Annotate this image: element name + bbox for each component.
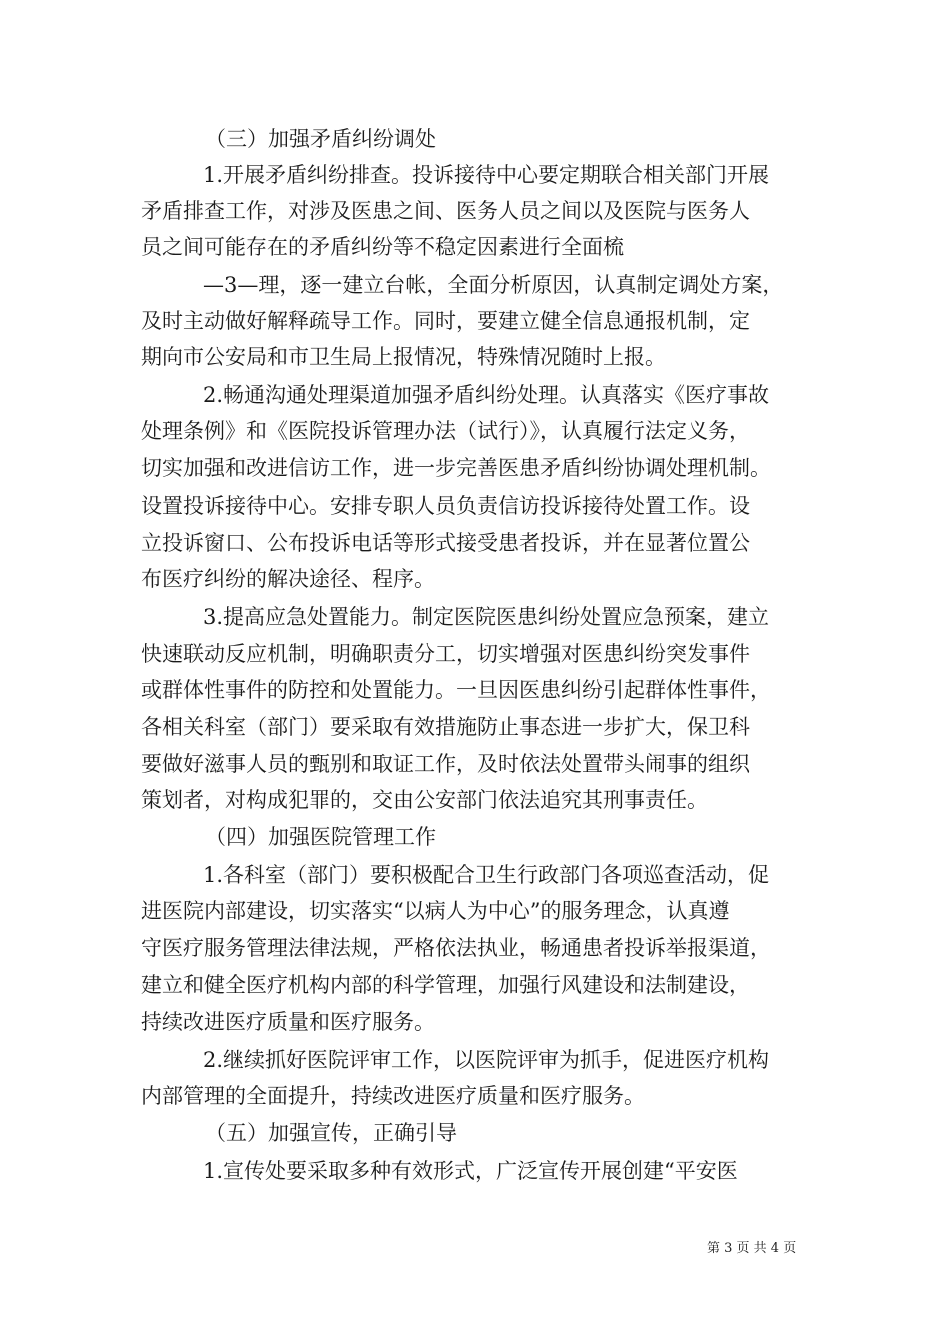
- text-line: 切实加强和改进信访工作，进一步完善医患矛盾纠纷协调处理机制。: [141, 456, 771, 480]
- text-line: 守医疗服务管理法律法规，严格依法执业，畅通患者投诉举报渠道，: [141, 936, 771, 960]
- text-line: 内部管理的全面提升，持续改进医疗质量和医疗服务。: [141, 1084, 645, 1108]
- text-line: 各相关科室（部门）要采取有效措施防止事态进一步扩大，保卫科: [141, 715, 750, 739]
- text-line: 布医疗纠纷的解决途径、程序。: [141, 567, 435, 591]
- text-line: 快速联动反应机制，明确职责分工，切实增强对医患纠纷突发事件: [141, 642, 750, 666]
- text-line: 期向市公安局和市卫生局上报情况，特殊情况随时上报。: [141, 345, 666, 369]
- text-line: 3.提高应急处置能力。制定医院医患纠纷处置应急预案，建立: [203, 605, 770, 629]
- text-line: 要做好滋事人员的甄别和取证工作，及时依法处置带头闹事的组织: [141, 752, 750, 776]
- text-line: 持续改进医疗质量和医疗服务。: [141, 1010, 435, 1034]
- text-line: 1.开展矛盾纠纷排查。投诉接待中心要定期联合相关部门开展: [203, 163, 770, 187]
- heading-section-5: （五）加强宣传，正确引导: [205, 1121, 457, 1145]
- heading-section-4: （四）加强医院管理工作: [205, 825, 436, 849]
- text-line: 设置投诉接待中心。安排专职人员负责信访投诉接待处置工作。设: [141, 494, 750, 518]
- heading-section-3: （三）加强矛盾纠纷调处: [205, 127, 436, 151]
- text-line: 1.各科室（部门）要积极配合卫生行政部门各项巡查活动，促: [203, 863, 770, 887]
- text-line: 建立和健全医疗机构内部的科学管理，加强行风建设和法制建设，: [141, 973, 750, 997]
- text-line: 2.畅通沟通处理渠道加强矛盾纠纷处理。认真落实《医疗事故: [203, 383, 770, 407]
- page-number-footer: 第 3 页 共 4 页: [707, 1241, 797, 1256]
- text-line: 1.宣传处要采取多种有效形式，广泛宣传开展创建“平安医: [203, 1159, 738, 1183]
- text-line: —3—理，逐一建立台帐，全面分析原因，认真制定调处方案，: [203, 273, 784, 297]
- text-line: 策划者，对构成犯罪的，交由公安部门依法追究其刑事责任。: [141, 788, 708, 812]
- text-line: 员之间可能存在的矛盾纠纷等不稳定因素进行全面梳: [141, 235, 624, 259]
- text-line: 进医院内部建设，切实落实“以病人为中心”的服务理念，认真遵: [141, 899, 730, 923]
- text-line: 矛盾排查工作，对涉及医患之间、医务人员之间以及医院与医务人: [141, 199, 750, 223]
- text-line: 处理条例》和《医院投诉管理办法（试行）》，认真履行法定义务，: [141, 419, 750, 443]
- text-line: 及时主动做好解释疏导工作。同时，要建立健全信息通报机制，定: [141, 309, 750, 333]
- text-line: 立投诉窗口、公布投诉电话等形式接受患者投诉，并在显著位置公: [141, 531, 750, 555]
- text-line: 或群体性事件的防控和处置能力。一旦因医患纠纷引起群体性事件，: [141, 678, 771, 702]
- text-line: 2.继续抓好医院评审工作，以医院评审为抓手，促进医疗机构: [203, 1048, 770, 1072]
